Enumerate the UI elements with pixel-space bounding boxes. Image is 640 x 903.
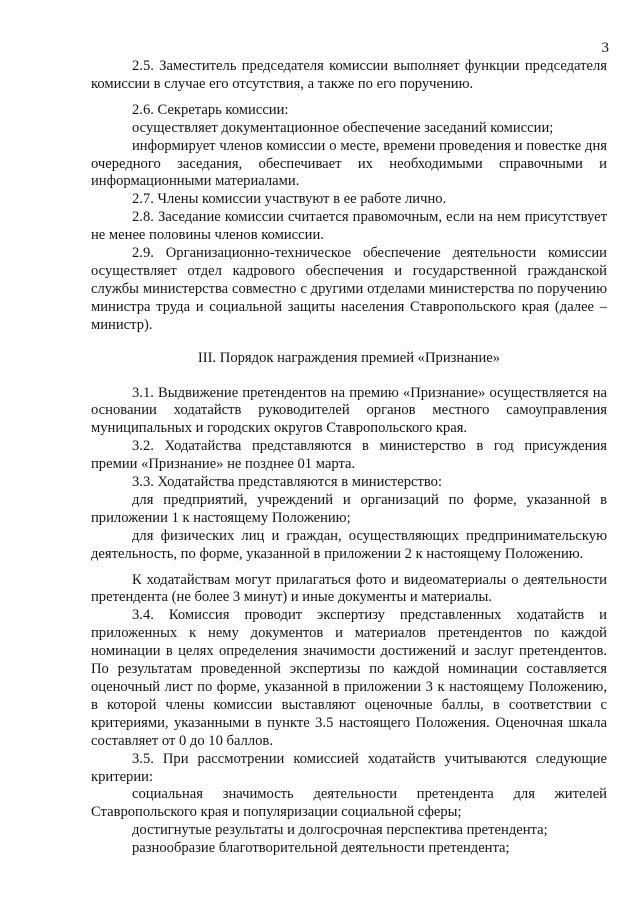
paragraph-2-6-item-2: информирует членов комиссии о месте, времени проведения и повестке дня очередного заседания, обеспечивает их необходимыми справочными и информационными материалами. xyxy=(91,137,607,190)
section-heading: III. Порядок награждения премией «Признание» xyxy=(197,349,501,366)
paragraph-2-6-item-1: осуществляет документационное обеспечение заседаний комиссии; xyxy=(132,119,554,136)
paragraph-2-7: 2.7. Члены комиссии участвуют в ее работе лично. xyxy=(132,191,447,208)
paragraph-3-3: 3.3. Ходатайства представляются в министерство: xyxy=(132,474,443,491)
page-number: 3 xyxy=(601,40,609,56)
paragraph-attachments: К ходатайствам могут прилагаться фото и видеоматериалы о деятельности претендента (не более 3 минут) и иные документы и материалы. xyxy=(91,571,607,606)
paragraph-3-2: 3.2. Ходатайства представляются в министерство в год присуждения премии «Признание» не позднее 01 марта. xyxy=(91,438,607,473)
paragraph-2-8: 2.8. Заседание комиссии считается правомочным, если на нем присутствует не менее половины членов комиссии. xyxy=(91,209,607,244)
paragraph-2-5: 2.5. Заместитель председателя комиссии выполняет функции председателя комиссии в случае его отсутствия, а также по его поручению. xyxy=(91,58,607,92)
paragraph-3-5-item-3: разнообразие благотворительной деятельности претендента; xyxy=(132,840,510,857)
document-body xyxy=(91,58,607,858)
paragraph-2-6: 2.6. Секретарь комиссии: xyxy=(132,101,289,118)
paragraph-3-5-item-2: достигнутые результаты и долгосрочная перспектива претендента; xyxy=(132,822,548,839)
paragraph-3-4: 3.4. Комиссия проводит экспертизу представленных ходатайств и приложенных к нему документов и материалов претендентов по каждой номинации в целях определения значимости достижений и заслуг претендентов. По результатам проведенной экспертизы по каждой номинации составляется оценочный лист по форме, указанной в приложении 3 к настоящему Положению, в которой члены комиссии выставляют оценочные баллы, в соответствии с критериями, указанными в пункте 3.5 настоящего Положения. Оценочная шкала составляет от 0 до 10 баллов. xyxy=(91,607,607,749)
paragraph-3-5-item-1: социальная значимость деятельности претендента для жителей Ставропольского края и популяризации социальной сферы; xyxy=(91,786,607,821)
paragraph-3-5: 3.5. При рассмотрении комиссией ходатайств учитываются следующие критерии: xyxy=(91,750,607,785)
paragraph-3-3-item-1: для предприятий, учреждений и организаций по форме, указанной в приложении 1 к настоящему Положению; xyxy=(91,491,607,526)
paragraph-3-1: 3.1. Выдвижение претендентов на премию «Признание» осуществляется на основании ходатайств руководителей органов местного самоуправления муниципальных и городских округов Ставропольского края. xyxy=(91,384,607,437)
paragraph-2-9: 2.9. Организационно-техническое обеспечение деятельности комиссии осуществляет отдел кадрового обеспечения и государственной гражданской службы министерства совместно с другими отделами министерства по поручению министра труда и социальной защиты населения Ставропольского края (далее – министр). xyxy=(91,245,607,333)
paragraph-3-3-item-2: для физических лиц и граждан, осуществляющих предпринимательскую деятельность, по форме, указанной в приложении 2 к настоящему Положению. xyxy=(91,527,607,562)
